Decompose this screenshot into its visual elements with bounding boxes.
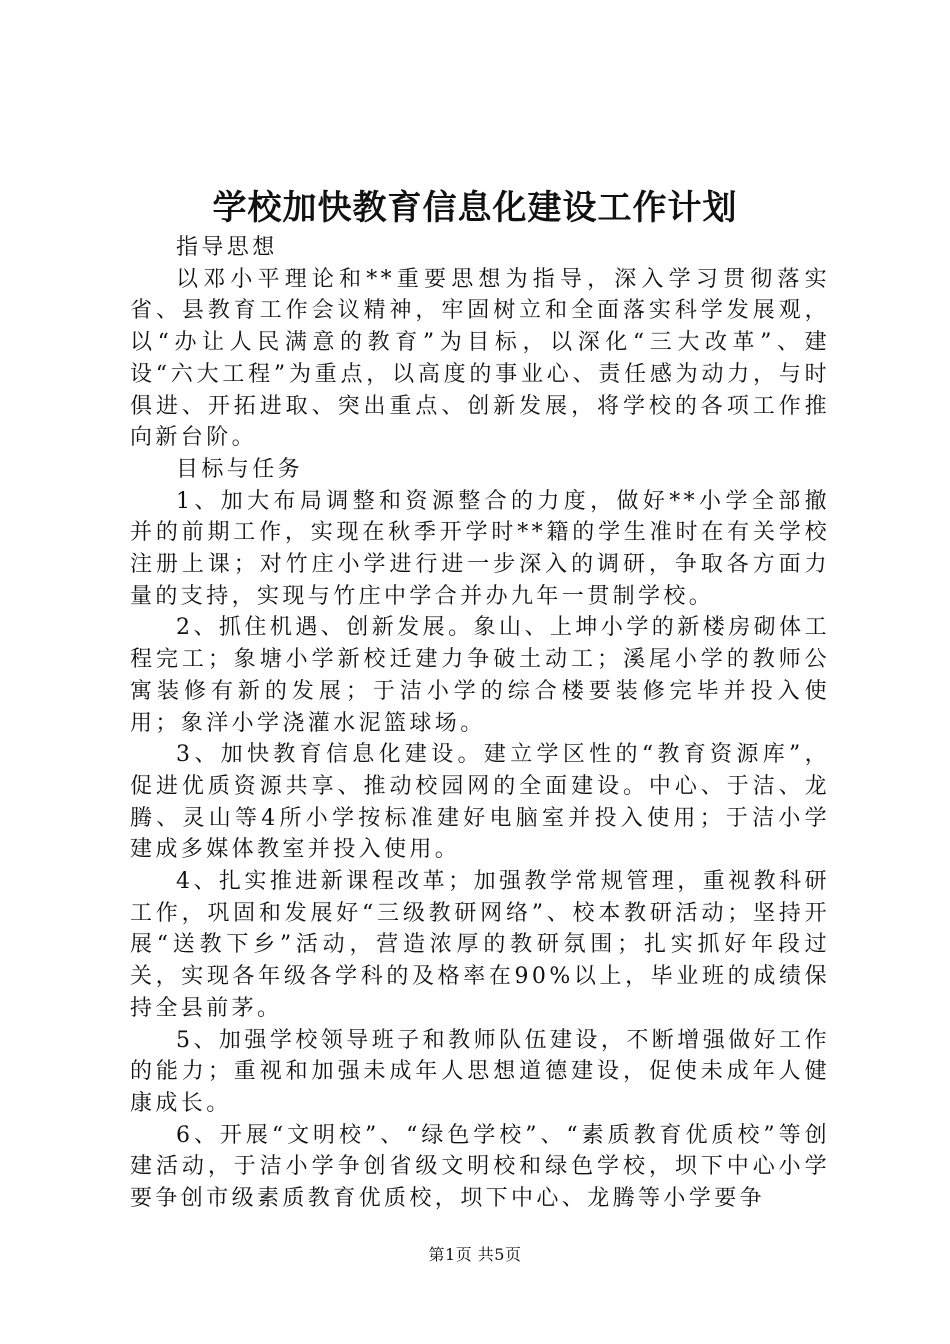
- document-body: [130, 232, 830, 1215]
- paragraph-task-3: 3、加快教育信息化建设。建立学区性的“教育资源库”，促进优质资源共享、推动校园网的全面建设。中心、于洁、龙腾、灵山等4所小学按标准建好电脑室并投入使用；于洁小学建成多媒体教室并投入使用。: [130, 742, 830, 863]
- paragraph-task-2: 2、抓住机遇、创新发展。象山、上坤小学的新楼房砌体工程完工；象塘小学新校迁建力争破土动工；溪尾小学的教师公寓装修有新的发展；于洁小学的综合楼要装修完毕并投入使用；象洋小学浇灌水泥篮球场。: [130, 615, 830, 736]
- paragraph-guiding-ideology: 以邓小平理论和**重要思想为指导，深入学习贯彻落实省、县教育工作会议精神，牢固树立和全面落实科学发展观，以“办让人民满意的教育”为目标，以深化“三大改革”、建设“六大工程”为重点，以高度的事业心、责任感为动力，与时俱进、开拓进取、突出重点、创新发展，将学校的各项工作推向新台阶。: [130, 266, 830, 451]
- section-heading-guiding-ideology: 指导思想: [176, 235, 278, 260]
- document-title: 学校加快教育信息化建设工作计划: [212, 188, 738, 228]
- page-number-footer: 第1页 共5页: [428, 1245, 522, 1264]
- paragraph-task-6: 6、开展“文明校”、“绿色学校”、“素质教育优质校”等创建活动，于洁小学争创省级文明校和绿色学校，坝下中心小学要争创市级素质教育优质校，坝下中心、龙腾等小学要争: [130, 1122, 830, 1212]
- section-heading-goals-and-tasks: 目标与任务: [176, 456, 304, 482]
- paragraph-task-1: 1、加大布局调整和资源整合的力度，做好**小学全部撤并的前期工作，实现在秋季开学时**籍的学生准时在有关学校注册上课；对竹庄小学进行进一步深入的调研，争取各方面力量的支持，实现与竹庄中学合并办九年一贯制学校。: [130, 488, 830, 609]
- paragraph-task-5: 5、加强学校领导班子和教师队伍建设，不断增强做好工作的能力；重视和加强未成年人思想道德建设，促使未成年人健康成长。: [130, 1027, 830, 1116]
- paragraph-task-4: 4、扎实推进新课程改革；加强教学常规管理，重视教科研工作，巩固和发展好“三级教研网络”、校本教研活动；坚持开展“送教下乡”活动，营造浓厚的教研氛围；扎实抓好年段过关，实现各年级各学科的及格率在90%以上，毕业班的成绩保持全县前茅。: [130, 869, 830, 1021]
